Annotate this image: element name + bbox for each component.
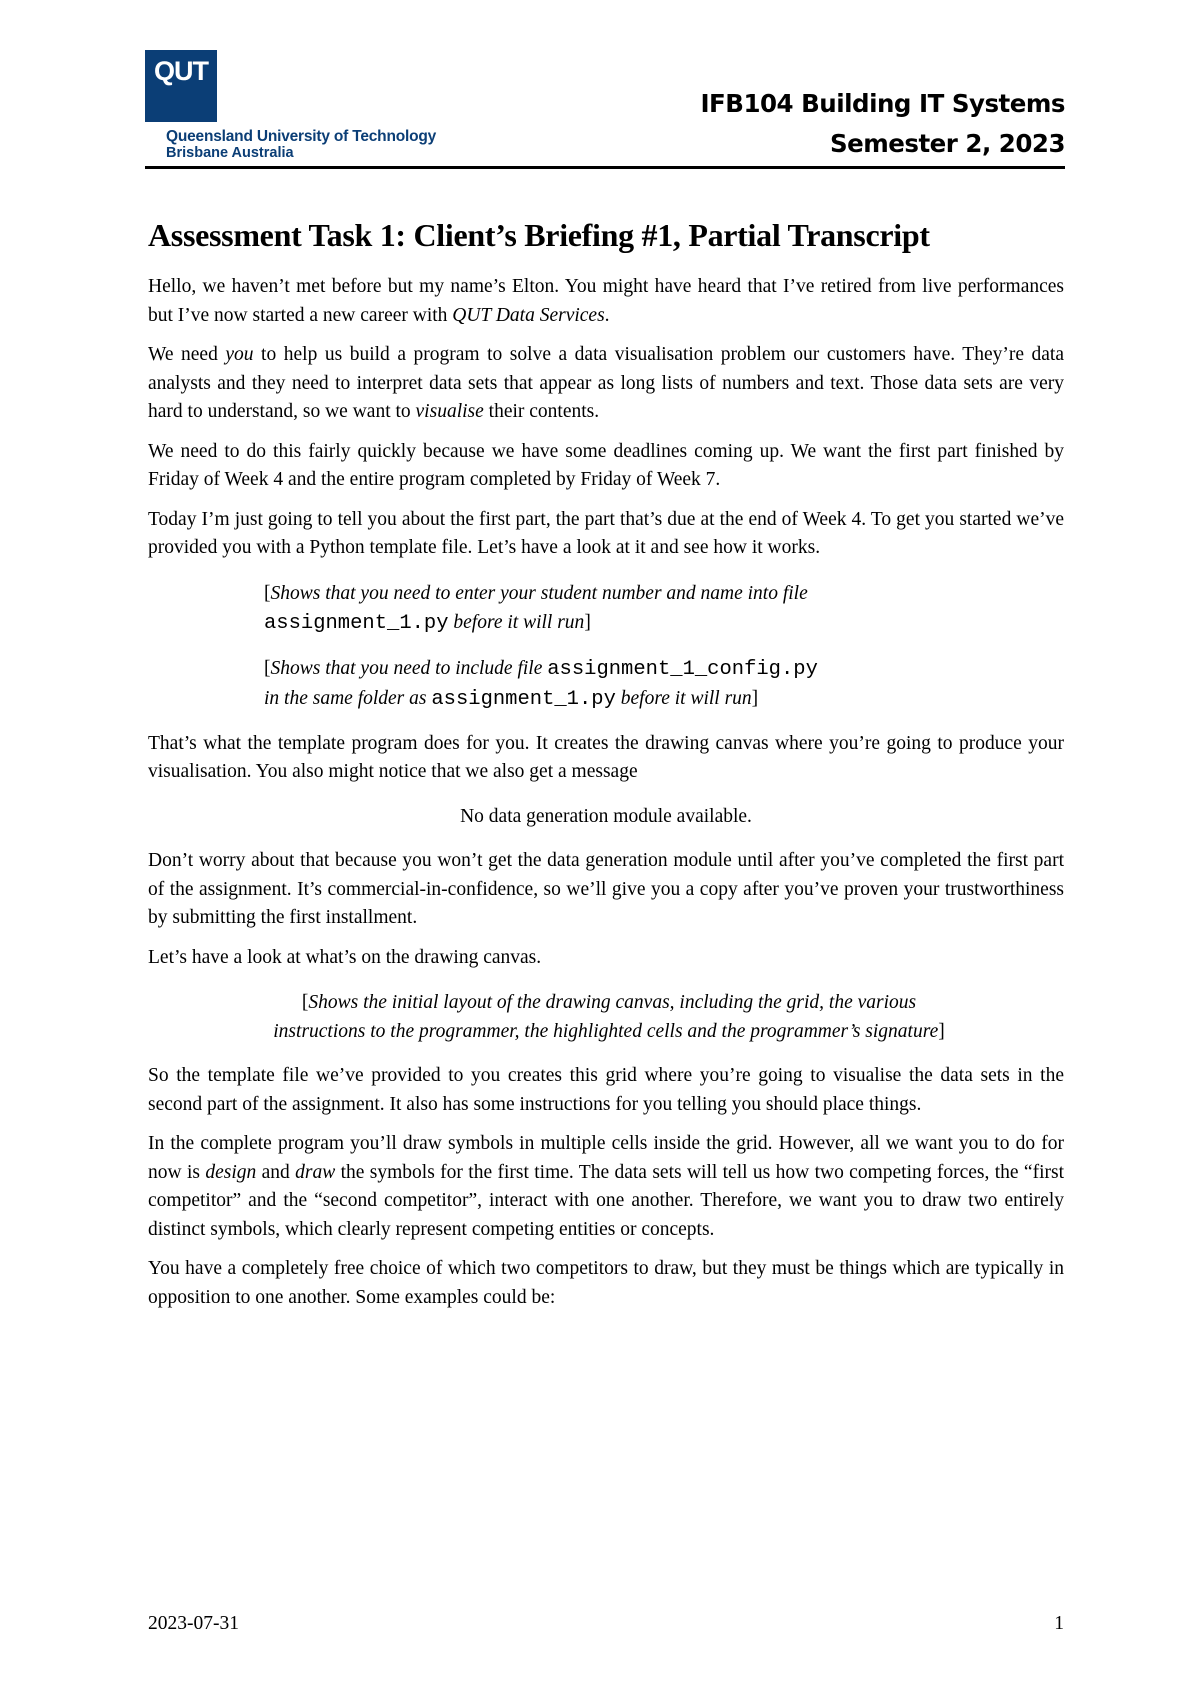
page-number: 1 [1054, 1613, 1064, 1634]
paragraph-data-module: Don’t worry about that because you won’t get the data generation module until after you’ve completed the first part of the assignment. It’s commercial-in-confidence, so we’ll give you a copy after you’ve proven your trustworthiness by submitting the first installment. [148, 850, 1064, 928]
stage-note-config-file: [Shows that you need to include file assignment_1_config.py in the same folder as assignment_1.py before it will run] [264, 657, 818, 711]
footer-date: 2023-07-31 [148, 1613, 239, 1634]
university-location: Brisbane Australia [166, 145, 294, 161]
message-no-data-module: No data generation module available. [460, 805, 752, 827]
paragraph-canvas: That’s what the template program does for you. It creates the drawing canvas where you’re going to produce your visualisation. You also might notice that we also get a message [148, 732, 1064, 782]
paragraph-symbols: In the complete program you’ll draw symbols in multiple cells inside the grid. However, all we want you to do for now is design and draw the symbols for the first time. The data sets will tell us how two competing forces, the “first competitor” and the “second competitor”, interact with one another. Therefore, we want you to draw two entirely distinct symbols, which clearly represent competing entities or concepts. [148, 1133, 1064, 1240]
qut-logo [145, 50, 217, 122]
semester: Semester 2, 2023 [829, 129, 1065, 158]
paragraph-deadlines: We need to do this fairly quickly because we have some deadlines coming up. We want the first part finished by Friday of Week 4 and the entire program completed by Friday of Week 7. [148, 440, 1064, 490]
paragraph-look-canvas: Let’s have a look at what’s on the drawing canvas. [148, 946, 542, 968]
paragraph-intro: Hello, we haven’t met before but my name’s Elton. You might have heard that I’ve retired from live performances but I’ve now started a new career with QUT Data Services. [148, 276, 1064, 326]
header-divider [145, 166, 1065, 169]
university-name: Queensland University of Technology [166, 128, 437, 145]
paragraph-competitors: You have a completely free choice of which two competitors to draw, but they must be things which are typically in opposition to one another. Some examples could be: [148, 1258, 1064, 1308]
logo-text: QUT [154, 56, 208, 86]
paragraph-grid: So the template file we’ve provided to you creates this grid where you’re going to visualise the data sets in the second part of the assignment. It also has some instructions for you telling you should place things. [148, 1065, 1064, 1115]
course-heading [700, 84, 1065, 164]
paragraph-template: Today I’m just going to tell you about the first part, the part that’s due at the end of Week 4. To get you started we’ve provided you with a Python template file. Let’s have a look at it and see how it works. [148, 508, 1064, 558]
paragraph-need: We need you to help us build a program to solve a data visualisation problem our customers have. They’re data analysts and they need to interpret data sets that appear as long lists of numbers and text. Those data sets are very hard to understand, so we want to visualise their contents. [148, 344, 1065, 422]
course-title: IFB104 Building IT Systems [700, 89, 1065, 118]
stage-note-canvas-layout: [Shows the initial layout of the drawing canvas, including the grid, the various instructions to the programmer, the highlighted cells and the programmer’s signature] [273, 992, 945, 1042]
document-body [148, 210, 1064, 1323]
document-title: Assessment Task 1: Client’s Briefing #1, Partial Transcript [148, 217, 930, 253]
stage-note-student-number: [Shows that you need to enter your student number and name into file assignment_1.py before it will run] [264, 582, 808, 635]
